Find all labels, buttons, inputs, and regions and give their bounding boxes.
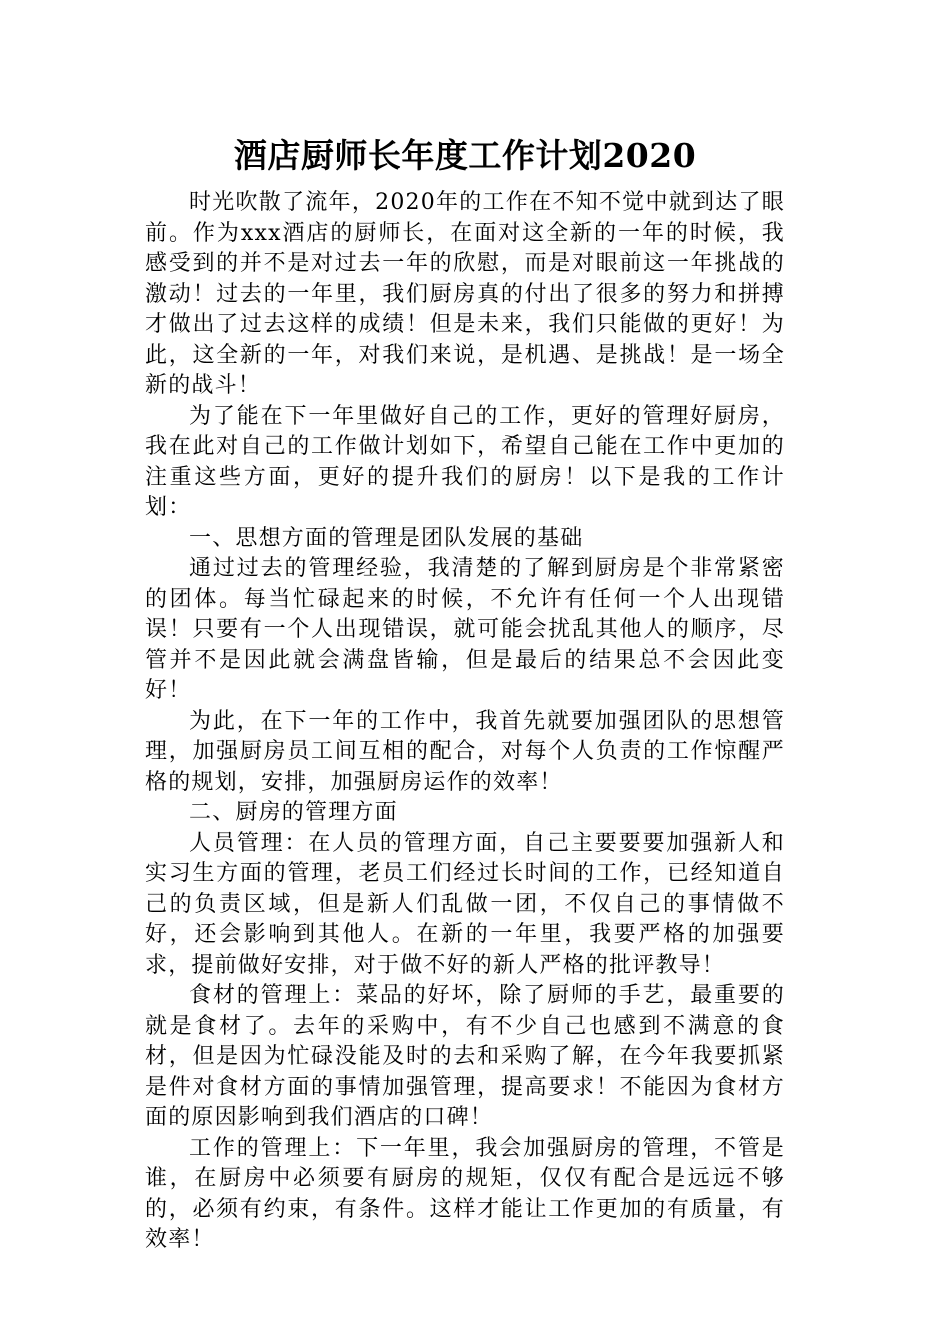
- paragraph-intro: 时光吹散了流年，2020年的工作在不知不觉中就到达了眼前。作为xxx酒店的厨师长，在面对这全新的一年的时候，我感受到的并不是对过去一年的欣慰，而是对眼前这一年挑战的激动！过去的一年里，我们厨房真的付出了很多的努力和拼搏才做出了过去这样的成绩！但是未来，我们只能做的更好！为此，这全新的一年，对我们来说，是机遇、是挑战！是一场全新的战斗！: [145, 190, 785, 398]
- section-heading-1: 一、思想方面的管理是团队发展的基础: [189, 525, 584, 551]
- document-title: 酒店厨师长年度工作计划2020: [233, 136, 697, 175]
- section-heading-2: 二、厨房的管理方面: [189, 800, 398, 825]
- document-body: [145, 134, 785, 1256]
- paragraph-ingredient-management: 食材的管理上：菜品的好坏，除了厨师的手艺，最重要的就是食材了。去年的采购中，有不少自己也感到不满意的食材，但是因为忙碌没能及时的去和采购了解，在今年我要抓紧是件对食材方面的事情加强管理，提高要求！不能因为食材方面的原因影响到我们酒店的口碑！: [145, 983, 785, 1130]
- paragraph-plan-intro: 为了能在下一年里做好自己的工作，更好的管理好厨房，我在此对自己的工作做计划如下，希望自己能在工作中更加的注重这些方面，更好的提升我们的厨房！以下是我的工作计划：: [145, 403, 785, 520]
- paragraph-team-experience: 通过过去的管理经验，我清楚的了解到厨房是个非常紧密的团体。每当忙碌起来的时候，不允许有任何一个人出现错误！只要有一个人出现错误，就可能会扰乱其他人的顺序，尽管并不是因此就会满盘皆输，但是最后的结果总不会因此变好！: [145, 556, 785, 703]
- paragraph-team-management: 为此，在下一年的工作中，我首先就要加强团队的思想管理，加强厨房员工间互相的配合，对每个人负责的工作惊醒严格的规划，安排，加强厨房运作的效率！: [145, 708, 785, 795]
- paragraph-work-management: 工作的管理上：下一年里，我会加强厨房的管理，不管是谁，在厨房中必须要有厨房的规矩，仅仅有配合是远远不够的，必须有约束，有条件。这样才能让工作更加的有质量，有效率！: [145, 1135, 785, 1252]
- paragraph-staff-management: 人员管理：在人员的管理方面，自己主要要要加强新人和实习生方面的管理，老员工们经过长时间的工作，已经知道自己的负责区域，但是新人们乱做一团，不仅自己的事情做不好，还会影响到其他人。在新的一年里，我要严格的加强要求，提前做好安排，对于做不好的新人严格的批评教导！: [145, 830, 785, 978]
